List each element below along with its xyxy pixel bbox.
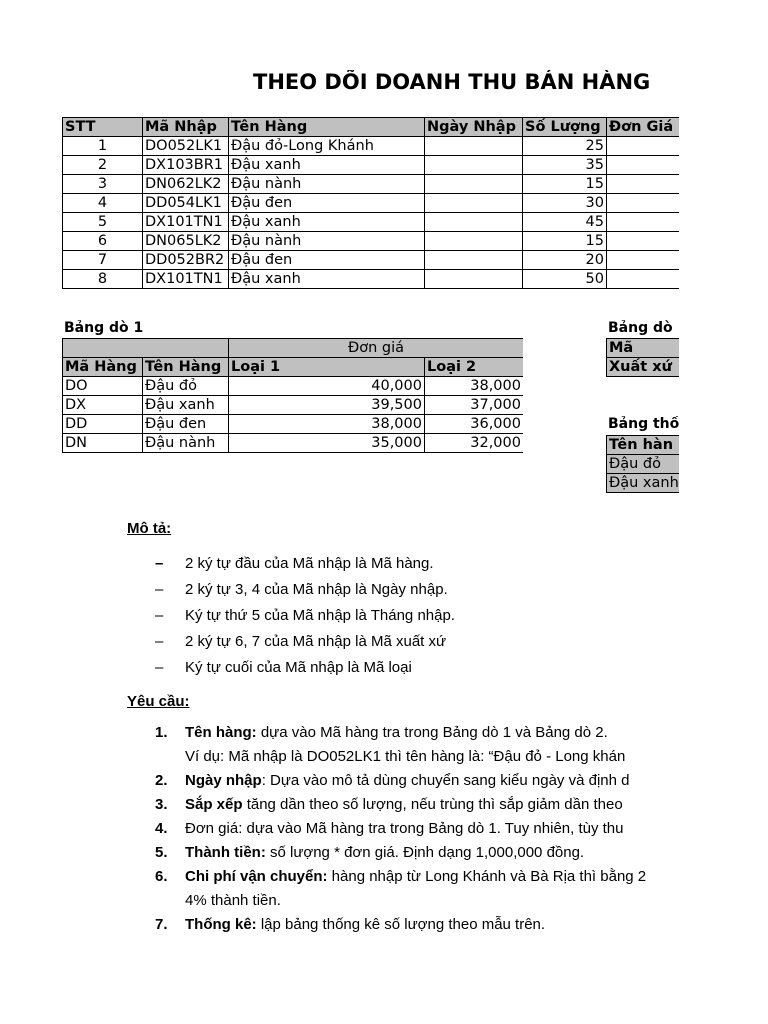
mo-ta-section	[127, 520, 679, 681]
item-number: 3.	[155, 796, 168, 813]
header-ngay-nhap: Ngày Nhập	[425, 118, 523, 137]
cell-stt[interactable]: 7	[63, 251, 143, 270]
table-row	[607, 358, 680, 377]
blank-header	[143, 339, 229, 358]
header-stt: STT	[63, 118, 143, 137]
list-item	[155, 793, 679, 817]
table-row	[63, 434, 524, 453]
item-text: : Dựa vào mô tả dùng chuyển sang kiểu ngày và định d	[261, 772, 630, 789]
header-ten-hang: Tên Hàng	[229, 118, 425, 137]
item-line2: Ví dụ: Mã nhập là DO052LK1 thì tên hàng là: “Đậu đỏ - Long khán	[185, 748, 626, 765]
cell-ma-nhap[interactable]: DX101TN1	[143, 213, 229, 232]
cell-ma-nhap[interactable]: DN065LK2	[143, 232, 229, 251]
cell-ten-hang[interactable]: Đậu đen	[229, 251, 425, 270]
cell-don-gia[interactable]	[607, 232, 680, 251]
cell-stt[interactable]: 5	[63, 213, 143, 232]
bang-do-2-label-container	[606, 320, 679, 340]
cell-so-luong[interactable]: 15	[523, 175, 607, 194]
blank-header	[63, 339, 143, 358]
ma-header: Mã	[607, 339, 680, 358]
main-table-header-row	[63, 118, 680, 137]
cell-so-luong[interactable]: 45	[523, 213, 607, 232]
yeu-cau-heading: Yêu cầu:	[127, 693, 190, 710]
cell-ten-hang[interactable]: Đậu đỏ	[143, 377, 229, 396]
cell-ngay-nhap[interactable]	[425, 137, 523, 156]
cell-stt[interactable]: 3	[63, 175, 143, 194]
list-item	[155, 841, 679, 865]
header-loai-2: Loại 2	[425, 358, 524, 377]
main-table-container	[62, 117, 679, 302]
bang-thong-ke-table	[606, 435, 679, 493]
cell-loai-2[interactable]: 37,000	[425, 396, 524, 415]
table-row	[63, 270, 680, 289]
bang-do-2-label: Bảng dò	[608, 320, 673, 336]
cell-so-luong[interactable]: 20	[523, 251, 607, 270]
cell-don-gia[interactable]	[607, 175, 680, 194]
list-item	[155, 769, 679, 793]
item-text: hàng nhập từ Long Khánh và Bà Rịa thì bằng 2	[327, 868, 647, 885]
cell-stt[interactable]: 4	[63, 194, 143, 213]
item-number: 5.	[155, 844, 168, 861]
cell-ngay-nhap[interactable]	[425, 251, 523, 270]
mo-ta-item: 2 ký tự đầu của Mã nhập là Mã hàng.	[185, 555, 434, 572]
mo-ta-item: 2 ký tự 6, 7 của Mã nhập là Mã xuất xứ	[185, 633, 447, 650]
xuat-xu-header: Xuất xứ	[607, 358, 680, 377]
cell-loai-2[interactable]: 36,000	[425, 415, 524, 434]
cell-loai-2[interactable]: 38,000	[425, 377, 524, 396]
cell-ten-hang[interactable]: Đậu xanh	[607, 474, 680, 493]
cell-stt[interactable]: 2	[63, 156, 143, 175]
cell-ma-hang[interactable]: DD	[63, 415, 143, 434]
bang-thong-ke-label-container	[606, 416, 679, 436]
cell-loai-1[interactable]: 39,500	[229, 396, 425, 415]
cell-ngay-nhap[interactable]	[425, 175, 523, 194]
bang-do-2-table	[606, 338, 679, 377]
cell-don-gia[interactable]	[607, 213, 680, 232]
header-ma-hang: Mã Hàng	[63, 358, 143, 377]
cell-so-luong[interactable]: 15	[523, 232, 607, 251]
item-text: lập bảng thống kê số lượng theo mẫu trên.	[256, 916, 546, 933]
list-item: – Ký tự cuối của Mã nhập là Mã loại	[155, 659, 412, 676]
cell-stt[interactable]: 1	[63, 137, 143, 156]
item-number: 2.	[155, 772, 168, 789]
table-row	[63, 232, 680, 251]
bang-thong-ke-container	[606, 435, 679, 496]
header-don-gia: Đơn Giá	[607, 118, 680, 137]
table-row	[607, 436, 680, 455]
item-text: dựa vào Mã hàng tra trong Bảng dò 1 và Bảng dò 2.	[256, 724, 608, 741]
list-item: – 2 ký tự 6, 7 của Mã nhập là Mã xuất xứ	[155, 633, 447, 650]
cell-ten-hang[interactable]: Đậu đỏ	[607, 455, 680, 474]
cell-loai-2[interactable]: 32,000	[425, 434, 524, 453]
item-number: 4.	[155, 820, 168, 837]
main-table	[62, 117, 679, 289]
item-number: 6.	[155, 868, 168, 885]
cell-ten-hang[interactable]: Đậu xanh	[229, 270, 425, 289]
cell-ma-hang[interactable]: DN	[63, 434, 143, 453]
cell-ma-nhap[interactable]: DN062LK2	[143, 175, 229, 194]
cell-loai-1[interactable]: 38,000	[229, 415, 425, 434]
header-so-luong: Số Lượng	[523, 118, 607, 137]
cell-ten-hang[interactable]: Đậu đen	[229, 194, 425, 213]
cell-ten-hang[interactable]: Đậu xanh	[229, 213, 425, 232]
yeu-cau-list	[155, 721, 679, 937]
cell-stt[interactable]: 8	[63, 270, 143, 289]
item-bold: Tên hàng:	[185, 724, 257, 741]
table-row	[607, 339, 680, 358]
list-item: – 2 ký tự 3, 4 của Mã nhập là Ngày nhập.	[155, 581, 448, 598]
table-row	[63, 194, 680, 213]
bang-do-1-group-row	[63, 339, 524, 358]
item-number: 1.	[155, 724, 168, 741]
header-ten-hang: Tên Hàng	[143, 358, 229, 377]
header-ma-nhap: Mã Nhập	[143, 118, 229, 137]
cell-ten-hang[interactable]: Đậu xanh	[229, 156, 425, 175]
cell-so-luong[interactable]: 25	[523, 137, 607, 156]
list-item	[155, 721, 679, 769]
cell-loai-1[interactable]: 35,000	[229, 434, 425, 453]
list-item: – 2 ký tự đầu của Mã nhập là Mã hàng.	[155, 555, 434, 572]
cell-ma-nhap[interactable]: DD052BR2	[143, 251, 229, 270]
cell-so-luong[interactable]: 50	[523, 270, 607, 289]
item-text: Đơn giá: dựa vào Mã hàng tra trong Bảng dò 1. Tuy nhiên, tùy thu	[185, 820, 624, 837]
page-title: THEO DÕI DOANH THU BÁN HÀNG	[253, 70, 651, 94]
cell-ngay-nhap[interactable]	[425, 270, 523, 289]
cell-don-gia[interactable]	[607, 194, 680, 213]
cell-so-luong[interactable]: 35	[523, 156, 607, 175]
item-bold: Sắp xếp	[185, 796, 243, 813]
cell-ma-nhap[interactable]: DD054LK1	[143, 194, 229, 213]
list-item	[155, 913, 679, 937]
mo-ta-heading: Mô tả:	[127, 520, 172, 537]
bang-do-2-container	[606, 338, 679, 378]
ten-hang-header: Tên hàn	[607, 436, 680, 455]
table-row	[63, 156, 680, 175]
mo-ta-list	[155, 551, 679, 681]
cell-stt[interactable]: 6	[63, 232, 143, 251]
cell-ten-hang[interactable]: Đậu đen	[143, 415, 229, 434]
cell-ngay-nhap[interactable]	[425, 194, 523, 213]
cell-ten-hang[interactable]: Đậu nành	[229, 175, 425, 194]
cell-ten-hang[interactable]: Đậu xanh	[143, 396, 229, 415]
item-line2: 4% thành tiền.	[185, 892, 281, 909]
item-bold: Ngày nhập	[185, 772, 262, 789]
table-row	[63, 415, 524, 434]
item-bold: Thống kê:	[185, 916, 257, 933]
table-row	[63, 251, 680, 270]
table-row	[63, 396, 524, 415]
table-row	[63, 377, 524, 396]
table-row	[63, 175, 680, 194]
list-item	[155, 817, 679, 841]
list-item: – Ký tự thứ 5 của Mã nhập là Tháng nhập.	[155, 607, 455, 624]
bang-do-1-table	[62, 338, 523, 453]
cell-ngay-nhap[interactable]	[425, 213, 523, 232]
cell-don-gia[interactable]	[607, 251, 680, 270]
item-text: tăng dần theo số lượng, nếu trùng thì sắp giảm dần theo	[242, 796, 623, 813]
cell-ma-nhap[interactable]: DX103BR1	[143, 156, 229, 175]
bang-do-1-header-row	[63, 358, 524, 377]
cell-ten-hang[interactable]: Đậu đỏ-Long Khánh	[229, 137, 425, 156]
table-row	[607, 455, 680, 474]
cell-ma-hang[interactable]: DO	[63, 377, 143, 396]
yeu-cau-section	[127, 693, 679, 937]
cell-so-luong[interactable]: 30	[523, 194, 607, 213]
header-loai-1: Loại 1	[229, 358, 425, 377]
cell-loai-1[interactable]: 40,000	[229, 377, 425, 396]
table-row	[63, 213, 680, 232]
item-text: số lượng * đơn giá. Định dạng 1,000,000 đồng.	[265, 844, 585, 861]
cell-don-gia[interactable]	[607, 137, 680, 156]
item-bold: Chi phí vận chuyển:	[185, 868, 328, 885]
item-bold: Thành tiền:	[185, 844, 266, 861]
cell-ten-hang[interactable]: Đậu nành	[229, 232, 425, 251]
table-row	[63, 137, 680, 156]
cell-don-gia[interactable]	[607, 270, 680, 289]
mo-ta-item: Ký tự thứ 5 của Mã nhập là Tháng nhập.	[185, 607, 455, 624]
bang-thong-ke-label: Bảng thố	[608, 416, 679, 432]
cell-ngay-nhap[interactable]	[425, 232, 523, 251]
cell-ma-hang[interactable]: DX	[63, 396, 143, 415]
cell-ma-nhap[interactable]: DX101TN1	[143, 270, 229, 289]
bang-do-1-container	[62, 338, 523, 458]
mo-ta-item: Ký tự cuối của Mã nhập là Mã loại	[185, 659, 412, 676]
table-row	[607, 474, 680, 493]
cell-don-gia[interactable]	[607, 156, 680, 175]
cell-ten-hang[interactable]: Đậu nành	[143, 434, 229, 453]
cell-ma-nhap[interactable]: DO052LK1	[143, 137, 229, 156]
list-item	[155, 865, 679, 913]
mo-ta-item: 2 ký tự 3, 4 của Mã nhập là Ngày nhập.	[185, 581, 448, 598]
bang-do-1-label: Bảng dò 1	[64, 320, 144, 336]
item-number: 7.	[155, 916, 168, 933]
don-gia-group-header: Đơn giá	[229, 339, 524, 358]
cell-ngay-nhap[interactable]	[425, 156, 523, 175]
